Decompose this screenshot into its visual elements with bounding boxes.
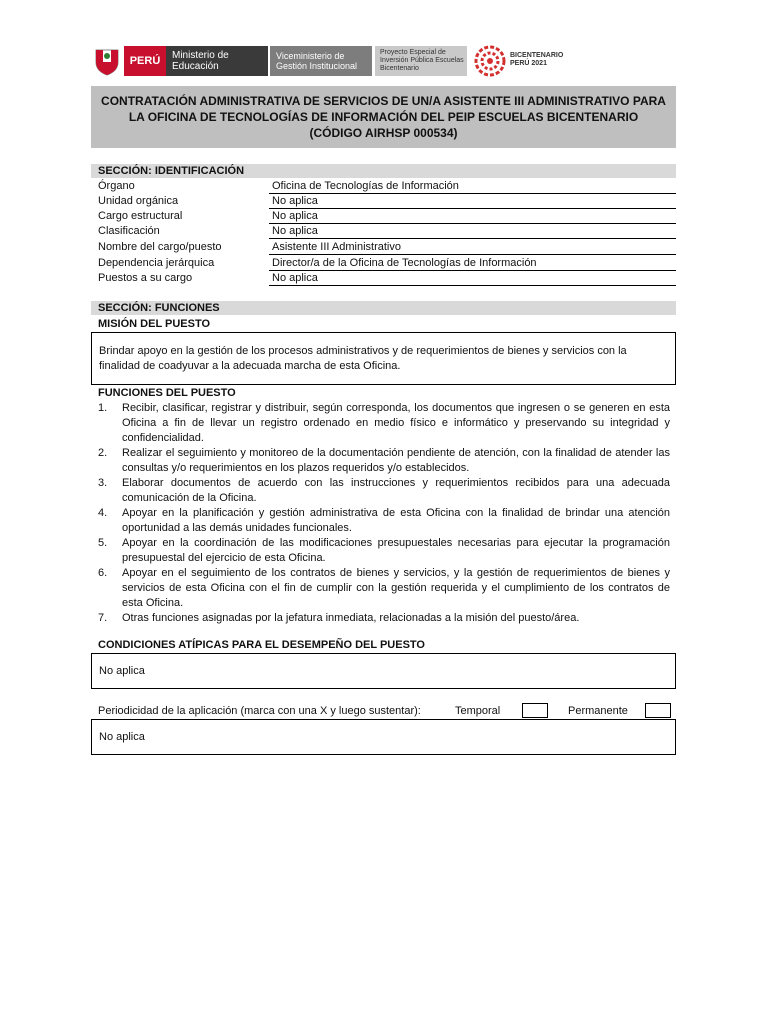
list-item-text: Realizar el seguimiento y monitoreo de la documentación pendiente de atención, con la finalidad de atender las consultas y/o requerimientos en los plazos requeridos y/o establecidos. bbox=[122, 447, 670, 474]
periodicidad-label: Periodicidad de la aplicación (marca con una X y luego sustentar): bbox=[98, 705, 421, 717]
list-item-number: 6. bbox=[98, 567, 108, 579]
permanente-checkbox[interactable] bbox=[645, 703, 671, 718]
list-item-number: 1. bbox=[98, 402, 108, 414]
sustento-box bbox=[91, 719, 676, 755]
sustento-text: No aplica bbox=[99, 730, 145, 743]
row-label-cargo: Cargo estructural bbox=[98, 210, 183, 222]
row-label-organo: Órgano bbox=[98, 180, 135, 192]
document-title: CONTRATACIÓN ADMINISTRATIVA DE SERVICIOS DE UN/A ASISTENTE III ADMINISTRATIVO PARA LA OFICINA DE TECNOLOGÍAS DE INFORMACIÓN DEL PEIP ESCUELAS BICENTENARIO (CÓDIGO AIRHSP 000534) bbox=[91, 86, 676, 148]
peru-label: PERÚ bbox=[124, 46, 166, 76]
condiciones-box bbox=[91, 653, 676, 689]
list-item bbox=[98, 446, 670, 476]
list-item-number: 4. bbox=[98, 507, 108, 519]
permanente-label: Permanente bbox=[568, 705, 628, 717]
row-value-puestos: No aplica bbox=[269, 271, 676, 286]
row-value-dependencia: Director/a de la Oficina de Tecnologías de Información bbox=[269, 256, 676, 271]
bicentenario-title: BICENTENARIO bbox=[510, 52, 564, 59]
list-item bbox=[98, 566, 670, 611]
condiciones-heading: CONDICIONES ATÍPICAS PARA EL DESEMPEÑO DEL PUESTO bbox=[98, 639, 425, 651]
row-label-puestos: Puestos a su cargo bbox=[98, 272, 193, 284]
viceministerio-label: Viceministerio de Gestión Institucional bbox=[270, 46, 372, 76]
list-item bbox=[98, 506, 670, 536]
row-value-organo: Oficina de Tecnologías de Información bbox=[269, 179, 676, 194]
ministerio-label: Ministerio de Educación bbox=[166, 46, 268, 76]
mision-box bbox=[91, 332, 676, 385]
row-label-nombre: Nombre del cargo/puesto bbox=[98, 241, 222, 253]
bicentenario-label bbox=[510, 52, 563, 68]
section-identificacion-heading: SECCIÓN: IDENTIFICACIÓN bbox=[91, 164, 676, 178]
list-item bbox=[98, 401, 670, 446]
list-item bbox=[98, 611, 670, 626]
row-label-unidad: Unidad orgánica bbox=[98, 195, 179, 207]
mision-text: Brindar apoyo en la gestión de los procesos administrativos y de requerimientos de bienes y servicios con la finalidad de coadyuvar a la adecuada marcha de esta Oficina. bbox=[99, 344, 627, 372]
list-item bbox=[98, 536, 670, 566]
row-value-clasificacion: No aplica bbox=[269, 224, 676, 239]
row-value-unidad: No aplica bbox=[269, 194, 676, 209]
list-item-text: Recibir, clasificar, registrar y distribuir, según corresponda, los documentos que ingresen o se generen en esta Oficina a fin de llevar un registro ordenado en medio físico e informático y preservando su integridad y confidencialidad. bbox=[122, 402, 670, 444]
condiciones-text: No aplica bbox=[99, 664, 145, 677]
mision-heading: MISIÓN DEL PUESTO bbox=[98, 318, 211, 330]
list-item-number: 3. bbox=[98, 477, 108, 489]
peru-coat-of-arms-icon bbox=[92, 44, 122, 76]
proyecto-label: Proyecto Especial de Inversión Pública Escuelas Bicentenario bbox=[375, 46, 467, 76]
bicentenario-subtitle: PERÚ 2021 bbox=[510, 60, 547, 67]
list-item bbox=[98, 476, 670, 506]
list-item-text: Apoyar en la planificación y gestión administrativa de esta Oficina con la finalidad de brindar una atención oportunidad a las demás unidades funcionales. bbox=[122, 507, 670, 534]
funciones-heading: FUNCIONES DEL PUESTO bbox=[98, 387, 236, 399]
funciones-list bbox=[98, 401, 670, 626]
list-item-text: Elaborar documentos de acuerdo con las instrucciones y requerimientos recibidos para una adecuada comunicación de la Oficina. bbox=[122, 477, 670, 504]
row-label-dependencia: Dependencia jerárquica bbox=[98, 257, 215, 269]
list-item-number: 7. bbox=[98, 612, 108, 624]
list-item-number: 5. bbox=[98, 537, 108, 549]
list-item-text: Otras funciones asignadas por la jefatura inmediata, relacionadas a la misión del puesto/área. bbox=[122, 612, 580, 624]
row-value-cargo: No aplica bbox=[269, 209, 676, 224]
bicentenario-logo-icon bbox=[473, 44, 507, 78]
list-item-text: Apoyar en el seguimiento de los contratos de bienes y servicios, y la gestión de requerimientos de bienes y servicios de esta Oficina con el fin de cumplir con la gestión requerida y el cumplimiento de los contratos de esta Oficina. bbox=[122, 567, 670, 609]
temporal-label: Temporal bbox=[455, 705, 501, 717]
list-item-number: 2. bbox=[98, 447, 108, 459]
list-item-text: Apoyar en la coordinación de las modificaciones presupuestales necesarias para ejecutar la programación presupuestal del ejercicio de esta Oficina. bbox=[122, 537, 670, 564]
row-label-clasificacion: Clasificación bbox=[98, 225, 160, 237]
row-value-nombre: Asistente III Administrativo bbox=[269, 240, 676, 255]
section-funciones-heading: SECCIÓN: FUNCIONES bbox=[91, 301, 676, 315]
temporal-checkbox[interactable] bbox=[522, 703, 548, 718]
